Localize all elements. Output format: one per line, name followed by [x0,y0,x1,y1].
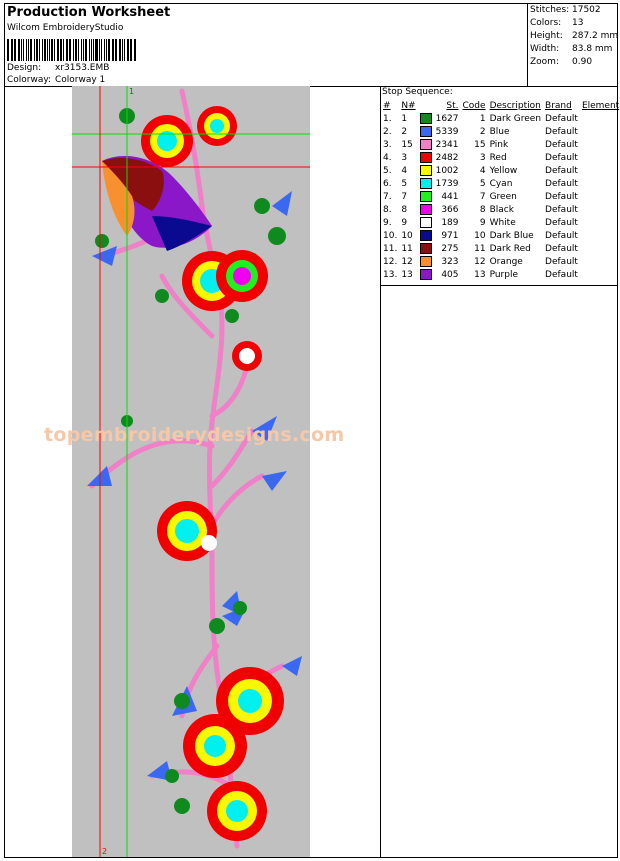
color-swatch [418,138,434,151]
row-num: 6. [383,178,392,189]
row-needle: 13 [401,269,413,280]
row-needle: 10 [401,230,413,241]
table-row[interactable] [381,164,620,177]
row-element [580,255,620,268]
row-needle: 3 [401,152,408,163]
barcode-bar [115,39,117,61]
row-element [580,125,620,138]
row-code: 9 [479,217,486,228]
row-element [580,164,620,177]
row-brand: Default [545,204,578,215]
row-description: Purple [489,269,518,280]
header-panel [4,3,528,87]
row-code: 11 [474,243,486,254]
table-row[interactable] [381,190,620,203]
barcode-bar [12,39,13,61]
row-num: 11. [383,243,398,254]
barcode-bar [57,39,59,61]
barcode-bar [112,39,113,61]
barcode-bar [14,39,16,61]
color-swatch [418,112,434,125]
row-needle: 11 [401,243,413,254]
barcode-bar [26,39,27,61]
row-stitches: 5339 [435,126,459,137]
table-row[interactable] [381,216,620,229]
barcode-bar [83,39,85,61]
row-code: 7 [479,191,486,202]
barcode-bar [119,39,121,61]
barcode-bar [89,39,90,61]
row-needle: 5 [401,178,408,189]
row-brand: Default [545,113,578,124]
color-swatch [418,203,434,216]
barcode-bar [21,39,22,61]
barcode-bar [36,39,38,61]
color-swatch-box [420,165,432,176]
row-num: 13. [383,269,398,280]
table-row[interactable] [381,112,620,125]
color-swatch [418,190,434,203]
barcode-bar [54,39,55,61]
row-num: 12. [383,256,398,267]
barcode-bar [11,39,12,61]
barcode-bar [113,39,114,61]
row-element [580,177,620,190]
row-description: Red [489,152,507,163]
row-description: White [489,217,516,228]
row-needle: 9 [401,217,408,228]
color-swatch-box [420,230,432,241]
color-swatch-box [420,139,432,150]
barcode-bar [99,39,100,61]
barcode-bar [30,39,32,61]
row-code: 12 [474,256,486,267]
col-swatch [418,99,434,112]
color-swatch [418,268,434,281]
barcode-bar [91,39,92,61]
stats-panel [527,3,618,87]
barcode-bar [18,39,20,61]
row-brand: Default [545,126,578,137]
row-needle: 2 [401,126,408,137]
table-row[interactable] [381,229,620,242]
barcode-bar [73,39,74,61]
barcode-bar [130,39,131,61]
color-swatch-box [420,126,432,137]
table-row[interactable] [381,138,620,151]
watermark: topembroiderydesigns.com [44,424,345,446]
row-needle: 8 [401,204,408,215]
barcode-bar [75,39,77,61]
barcode-bar [44,39,46,61]
table-row[interactable] [381,255,620,268]
col-n: N# [401,100,416,111]
row-element [580,112,620,125]
row-num: 10. [383,230,398,241]
barcode-bar [34,39,35,61]
row-description: Black [489,204,514,215]
table-row[interactable] [381,151,620,164]
barcode-bar [108,39,110,61]
row-element [580,268,620,281]
barcode-bar [47,39,48,61]
table-header-row [381,99,620,112]
stat-height: Height: 287.2 mm [530,31,619,41]
row-brand: Default [545,139,578,150]
row-stitches: 323 [441,256,459,267]
color-swatch [418,255,434,268]
barcode-bar [85,39,87,61]
barcode-bar [104,39,105,61]
row-stitches: 2341 [435,139,459,150]
row-element [580,190,620,203]
col-stitches: St. [446,100,459,111]
row-num: 9. [383,217,392,228]
row-brand: Default [545,269,578,280]
row-num: 1. [383,113,392,124]
table-row[interactable] [381,177,620,190]
row-brand: Default [545,191,578,202]
row-num: 8. [383,204,392,215]
barcode-bar [127,39,129,61]
colorway-value: Colorway 1 [55,75,106,85]
barcode-bar [131,39,132,61]
barcode-bar [66,39,67,61]
row-brand: Default [545,230,578,241]
color-swatch-box [420,178,432,189]
barcode-bar [69,39,71,61]
barcode-bar [28,39,30,61]
row-brand: Default [545,256,578,267]
row-num: 4. [383,152,392,163]
barcode-bar [39,39,40,61]
page-title: Production Worksheet [7,5,171,20]
row-stitches: 1002 [435,165,459,176]
row-code: 4 [479,165,486,176]
row-stitches: 441 [441,191,459,202]
row-needle: 4 [401,165,408,176]
barcode-bar [122,39,123,61]
col-description: Description [489,100,541,111]
color-swatch [418,216,434,229]
row-stitches: 275 [441,243,459,254]
row-stitches: 366 [441,204,459,215]
stat-width: Width: 83.8 mm [530,44,613,54]
table-row[interactable] [381,203,620,216]
barcode-bar [95,39,97,61]
row-num: 2. [383,126,392,137]
row-brand: Default [545,165,578,176]
color-swatch-box [420,152,432,163]
color-swatch [418,151,434,164]
color-swatch [418,229,434,242]
row-description: Orange [489,256,523,267]
color-swatch-box [420,217,432,228]
design-canvas[interactable] [72,86,310,857]
row-element [580,138,620,151]
row-stitches: 971 [441,230,459,241]
barcode-bar [49,39,50,61]
row-needle: 7 [401,191,408,202]
row-stitches: 189 [441,217,459,228]
row-code: 1 [479,113,486,124]
col-brand: Brand [545,100,572,111]
row-element [580,203,620,216]
color-swatch-box [420,243,432,254]
barcode-bar [23,39,24,61]
stop-sequence-panel [380,86,618,286]
row-brand: Default [545,217,578,228]
barcode [7,39,137,61]
row-description: Cyan [489,178,513,189]
barcode-bar [42,39,43,61]
row-brand: Default [545,178,578,189]
row-code: 10 [474,230,486,241]
row-brand: Default [545,243,578,254]
color-swatch [418,242,434,255]
row-code: 15 [474,139,486,150]
colorway-row [7,75,105,85]
row-code: 13 [474,269,486,280]
design-preview-area [4,86,381,858]
row-stitches: 405 [441,269,459,280]
barcode-bar [78,39,79,61]
row-description: Green [489,191,517,202]
barcode-bar [63,39,64,61]
color-swatch [418,164,434,177]
row-code: 3 [479,152,486,163]
row-element [580,242,620,255]
row-description: Dark Blue [489,230,534,241]
col-element: Element [581,100,620,111]
barcode-bar [124,39,125,61]
barcode-bar [81,39,82,61]
color-swatch-box [420,191,432,202]
barcode-bar [51,39,53,61]
row-num: 5. [383,165,392,176]
row-num: 3. [383,139,392,150]
row-needle: 12 [401,256,413,267]
embroidery-design-illustration [72,86,310,857]
row-stitches: 1627 [435,113,459,124]
barcode-bar [60,39,62,61]
row-code: 5 [479,178,486,189]
barcode-bar [106,39,107,61]
row-description: Dark Green [489,113,542,124]
row-needle: 15 [401,139,413,150]
colorway-label: Colorway: [7,75,52,85]
barcode-bar [67,39,68,61]
stat-colors: Colors: 13 [530,18,584,28]
color-swatch [418,177,434,190]
col-code: Code [462,100,486,111]
barcode-bar [93,39,94,61]
stop-sequence-title: Stop Sequence: [382,87,453,97]
col-num: # [383,100,391,111]
row-element [580,216,620,229]
stat-zoom: Zoom: 0.90 [530,57,593,67]
color-swatch [418,125,434,138]
design-row [7,63,109,73]
row-brand: Default [545,152,578,163]
design-value: xr3153.EMB [55,63,110,73]
design-label: Design: [7,63,42,73]
row-code: 8 [479,204,486,215]
table-row[interactable] [381,125,620,138]
barcode-bar [7,39,9,61]
barcode-bar [134,39,136,61]
row-description: Pink [489,139,509,150]
row-element [580,151,620,164]
color-swatch-box [420,204,432,215]
row-needle: 1 [401,113,408,124]
table-row[interactable] [381,268,620,281]
guide-marker-bottom: 2 [102,847,108,856]
color-swatch-box [420,113,432,124]
row-stitches: 2482 [435,152,459,163]
row-num: 7. [383,191,392,202]
guide-marker-top: 1 [129,87,135,96]
color-swatch-box [420,256,432,267]
row-description: Blue [489,126,510,137]
color-swatch-box [420,269,432,280]
row-code: 2 [479,126,486,137]
stat-stitches: Stitches: 17502 [530,5,601,15]
row-description: Yellow [489,165,518,176]
table-row[interactable] [381,242,620,255]
software-name: Wilcom EmbroideryStudio [7,23,124,33]
row-stitches: 1739 [435,178,459,189]
row-description: Dark Red [489,243,531,254]
row-element [580,229,620,242]
barcode-bar [101,39,103,61]
stop-sequence-table [381,99,620,281]
